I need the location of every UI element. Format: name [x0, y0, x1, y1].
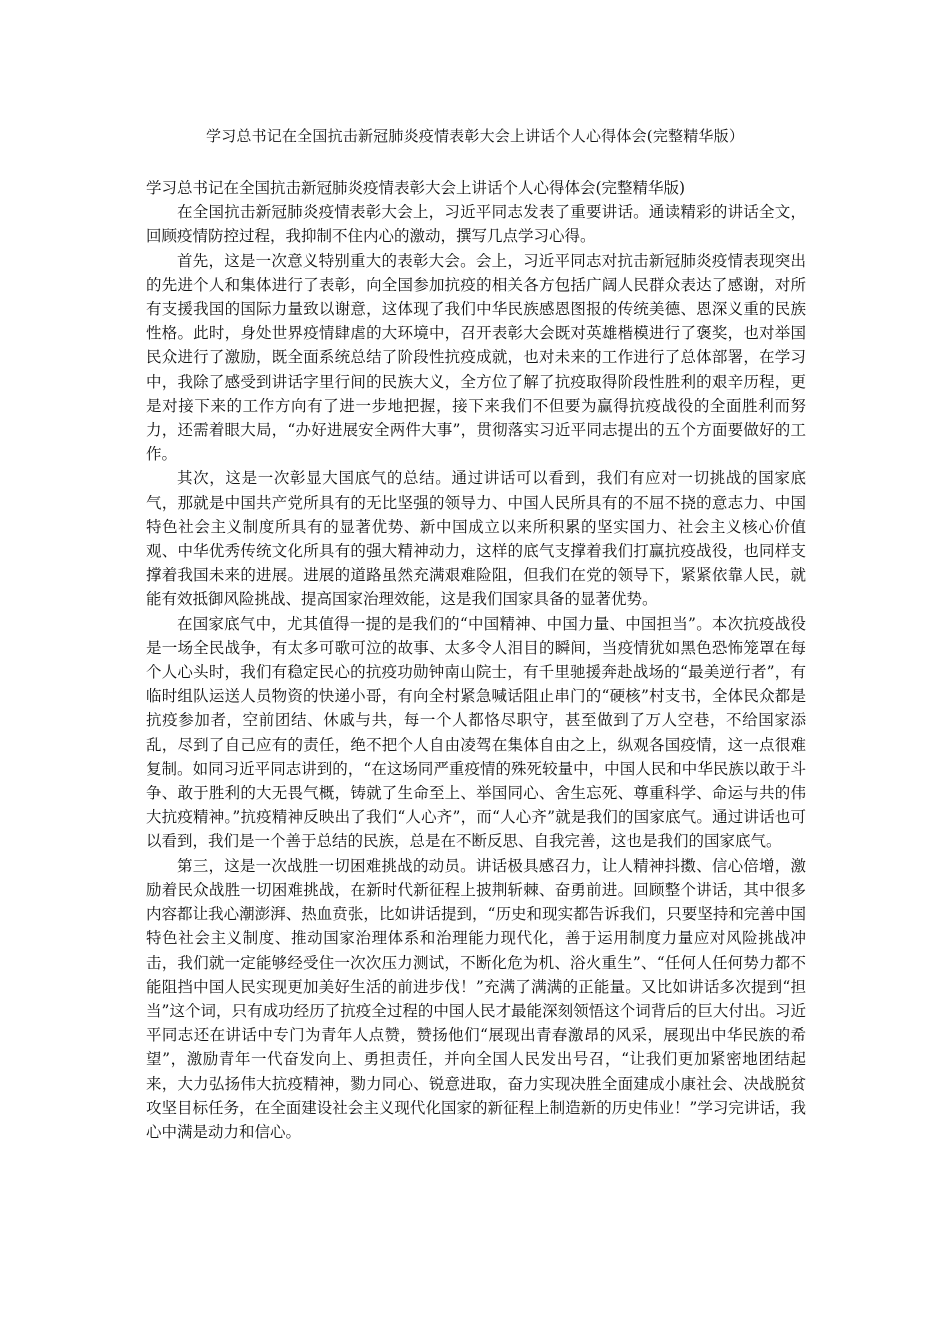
paragraph-intro: 在全国抗击新冠肺炎疫情表彰大会上，习近平同志发表了重要讲话。通读精彩的讲话全文，回顾疫情防控过程，我抑制不住内心的激动，撰写几点学习心得。 — [146, 203, 806, 246]
paragraph-second-point: 其次，这是一次彰显大国底气的总结。通过讲话可以看到，我们有应对一切挑战的国家底气，那就是中国共产党所具有的无比坚强的领导力、中国人民所具有的不屈不挠的意志力、中国特色社会主义制度所具有的显著优势、新中国成立以来所积累的坚实国力、社会主义核心价值观、中华优秀传统文化所具有的强大精神动力，这样的底气支撑着我们打赢抗疫战役，也同样支撑着我国未来的进展。进展的道路虽然充满艰难险阻，但我们在党的领导下，紧紧依靠人民，就能有效抵御风险挑战、提高国家治理效能，这是我们国家具备的显著优势。 — [146, 469, 806, 609]
paragraph-national-spirit: 在国家底气中，尤其值得一提的是我们的“中国精神、中国力量、中国担当”。本次抗疫战役是一场全民战争，有太多可歌可泣的故事、太多令人泪目的瞬间，当疫情犹如黑色恐怖笼罩在每个人心头时，我们有稳定民心的抗疫功勋钟南山院士，有千里驰援奔赴战场的“最美逆行者”，有临时组队运送人员物资的快递小哥，有向全村紧急喊话阻止串门的“硬核”村支书，全体民众都是抗疫参加者，空前团结、休戚与共，每一个人都恪尽职守，甚至做到了万人空巷，不给国家添乱，尽到了自己应有的责任，绝不把个人自由凌驾在集体自由之上，纵观各国疫情，这一点很难复制。如同习近平同志讲到的，“在这场同严重疫情的殊死较量中，中国人民和中华民族以敢于斗争、敢于胜利的大无畏气概，铸就了生命至上、举国同心、舍生忘死、尊重科学、命运与共的伟大抗疫精神。”抗疫精神反映出了我们“人心齐”，而“人心齐”就是我们的国家底气。通过讲话也可以看到，我们是一个善于总结的民族，总是在不断反思、自我完善，这也是我们的国家底气。 — [146, 614, 806, 851]
document-body — [146, 176, 806, 1144]
document-title: 学习总书记在全国抗击新冠肺炎疫情表彰大会上讲话个人心得体会(完整精华版） — [205, 127, 745, 145]
paragraph-third-point: 第三，这是一次战胜一切困难挑战的动员。讲话极具感召力，让人精神抖擞、信心倍增，激励着民众战胜一切困难挑战，在新时代新征程上披荆斩棘、奋勇前进。回顾整个讲话，其中很多内容都让我心潮澎湃、热血贲张，比如讲话提到，“历史和现实都告诉我们，只要坚持和完善中国特色社会主义制度、推动国家治理体系和治理能力现代化，善于运用制度力量应对风险挑战冲击，我们就一定能够经受住一次次压力测试，不断化危为机、浴火重生”、“任何人任何势力都不能阻挡中国人民实现更加美好生活的前进步伐！”充满了满满的正能量。又比如讲话多次提到“担当”这个词，只有成功经历了抗疫全过程的中国人民才最能深刻领悟这个词背后的巨大付出。习近平同志还在讲话中专门为青年人点赞，赞扬他们“展现出青春激昂的风采，展现出中华民族的希望”，激励青年一代奋发向上、勇担责任，并向全国人民发出号召，“让我们更加紧密地团结起来，大力弘扬伟大抗疫精神，勠力同心、锐意进取，奋力实现决胜全面建成小康社会、决战脱贫攻坚目标任务，在全面建设社会主义现代化国家的新征程上制造新的历史伟业！”学习完讲话，我心中满是动力和信心。 — [146, 856, 806, 1141]
paragraph-first-point: 首先，这是一次意义特别重大的表彰大会。会上，习近平同志对抗击新冠肺炎疫情表现突出的先进个人和集体进行了表彰，向全国参加抗疫的相关各方包括广阔人民群众表达了感谢，对所有支援我国的国际力量致以谢意，这体现了我们中华民族感恩图报的传统美德、恩深义重的民族性格。此时，身处世界疫情肆虐的大环境中，召开表彰大会既对英雄楷模进行了褒奖，也对举国民众进行了激励，既全面系统总结了阶段性抗疫成就，也对未来的工作进行了总体部署，在学习中，我除了感受到讲话字里行间的民族大义，全方位了解了抗疫取得阶段性胜利的艰辛历程，更是对接下来的工作方向有了进一步地把握，接下来我们不但要为赢得抗疫战役的全面胜利而努力，还需着眼大局，“办好进展安全两件大事”，贯彻落实习近平同志提出的五个方面要做好的工作。 — [146, 251, 806, 464]
document-subtitle: 学习总书记在全国抗击新冠肺炎疫情表彰大会上讲话个人心得体会(完整精华版) — [146, 179, 686, 197]
